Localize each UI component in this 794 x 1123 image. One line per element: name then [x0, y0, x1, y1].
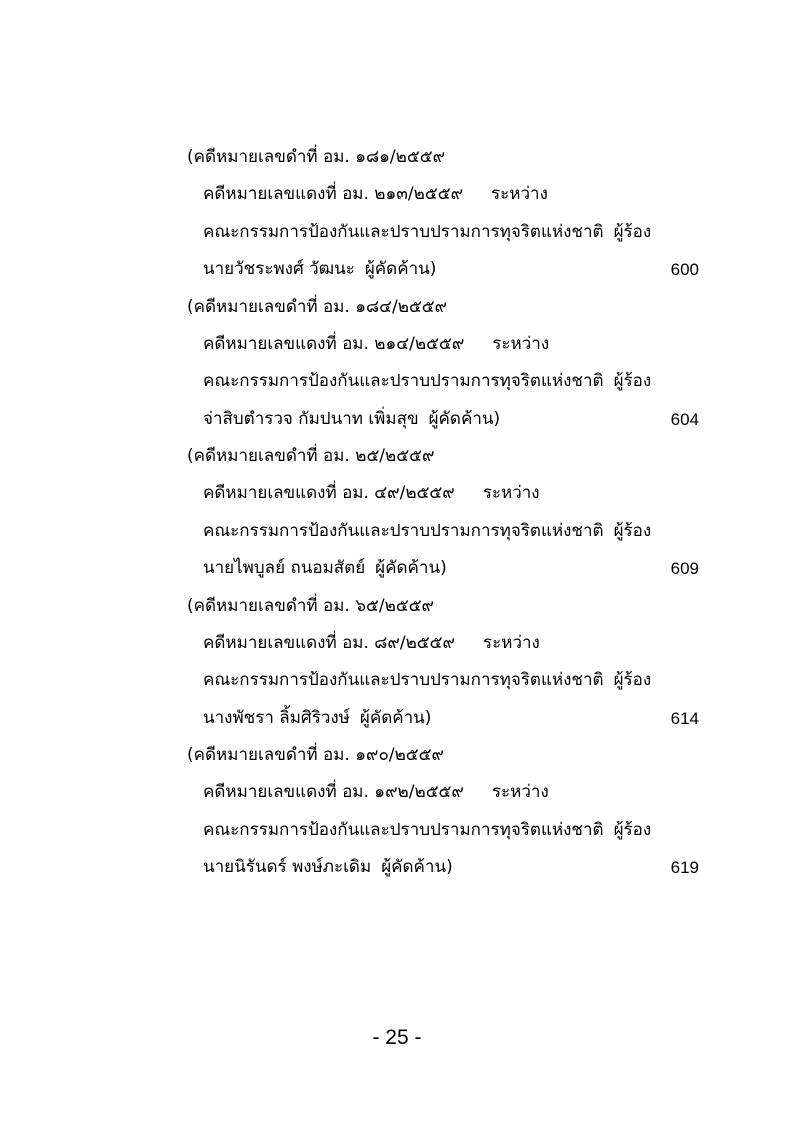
between-label: ระหว่าง	[491, 782, 549, 803]
case-index-list	[0, 139, 794, 887]
black-case-number: (คดีหมายเลขดำที่ อม. ๑๙๐/๒๕๕๙	[187, 745, 444, 765]
red-case-number: คดีหมายเลขแดงที่ อม. ๘๙/๒๕๕๙	[203, 632, 455, 653]
case-entry	[0, 289, 794, 439]
defendant-line	[0, 700, 794, 737]
page-reference: 609	[670, 559, 699, 579]
black-case-number: (คดีหมายเลขดำที่ อม. ๖๕/๒๕๕๙	[187, 595, 435, 616]
defendant-line	[0, 849, 794, 886]
red-case-line	[0, 326, 794, 363]
case-entry	[0, 438, 794, 588]
case-entry	[0, 139, 794, 289]
between-label: ระหว่าง	[492, 333, 550, 354]
defendant-name: นายวัชระพงศ์ วัฒนะ	[203, 259, 355, 280]
red-case-line	[0, 176, 794, 213]
black-case-number: (คดีหมายเลขดำที่ อม. ๑๘๑/๒๕๕๙	[187, 147, 446, 167]
red-case-line	[0, 774, 794, 811]
black-case-number: (คดีหมายเลขดำที่ อม. ๒๕/๒๕๕๙	[187, 446, 435, 466]
plaintiff-role: ผู้ร้อง	[613, 819, 652, 840]
plaintiff-line	[0, 662, 794, 699]
defendant-role: ผู้คัดค้าน)	[375, 558, 447, 579]
red-case-number: คดีหมายเลขแดงที่ อม. ๔๙/๒๕๕๙	[203, 483, 455, 504]
between-label: ระหว่าง	[491, 184, 548, 205]
plaintiff-name: คณะกรรมการป้องกันและปราบปรามการทุจริตแห่งชาติ	[203, 221, 604, 242]
page-reference: 619	[670, 858, 699, 878]
defendant-name: นางพัชรา ลิ้มศิริวงษ์	[203, 707, 350, 728]
plaintiff-line	[0, 214, 794, 251]
page-number: - 25 -	[372, 1026, 422, 1049]
defendant-role: ผู้คัดค้าน)	[364, 259, 437, 280]
between-label: ระหว่าง	[483, 632, 540, 653]
case-entry	[0, 737, 794, 887]
defendant-role: ผู้คัดค้าน)	[428, 408, 501, 429]
defendant-line	[0, 401, 794, 438]
between-label: ระหว่าง	[482, 483, 540, 504]
defendant-line	[0, 251, 794, 288]
defendant-name: นายไพบูลย์ ถนอมสัตย์	[203, 558, 366, 579]
defendant-line	[0, 550, 794, 587]
red-case-line	[0, 475, 794, 512]
plaintiff-name: คณะกรรมการป้องกันและปราบปรามการทุจริตแห่งชาติ	[203, 371, 604, 392]
plaintiff-line	[0, 513, 794, 550]
plaintiff-role: ผู้ร้อง	[613, 670, 652, 691]
case-entry	[0, 588, 794, 738]
plaintiff-role: ผู้ร้อง	[613, 221, 652, 242]
red-case-number: คดีหมายเลขแดงที่ อม. ๑๙๒/๒๕๕๙	[203, 782, 464, 803]
plaintiff-role: ผู้ร้อง	[613, 371, 652, 392]
black-case-number: (คดีหมายเลขดำที่ อม. ๑๘๔/๒๕๕๙	[187, 296, 448, 317]
defendant-name: นายนิรันดร์ พงษ์ภะเดิม	[203, 857, 372, 878]
plaintiff-line	[0, 812, 794, 849]
plaintiff-name: คณะกรรมการป้องกันและปราบปรามการทุจริตแห่งชาติ	[203, 670, 604, 691]
page-reference: 604	[670, 409, 699, 429]
red-case-number: คดีหมายเลขแดงที่ อม. ๒๑๔/๒๕๕๙	[203, 333, 465, 354]
page-reference: 600	[670, 260, 699, 280]
red-case-line	[0, 625, 794, 662]
defendant-role: ผู้คัดค้าน)	[381, 857, 453, 878]
plaintiff-role: ผู้ร้อง	[613, 520, 652, 541]
defendant-role: ผู้คัดค้าน)	[359, 707, 432, 728]
defendant-name: จ่าสิบตำรวจ กัมปนาท เพิ่มสุข	[203, 408, 419, 429]
red-case-number: คดีหมายเลขแดงที่ อม. ๒๑๓/๒๕๕๙	[203, 184, 464, 205]
plaintiff-line	[0, 363, 794, 400]
plaintiff-name: คณะกรรมการป้องกันและปราบปรามการทุจริตแห่งชาติ	[203, 819, 604, 840]
plaintiff-name: คณะกรรมการป้องกันและปราบปรามการทุจริตแห่งชาติ	[203, 520, 604, 541]
page-reference: 614	[670, 708, 699, 728]
